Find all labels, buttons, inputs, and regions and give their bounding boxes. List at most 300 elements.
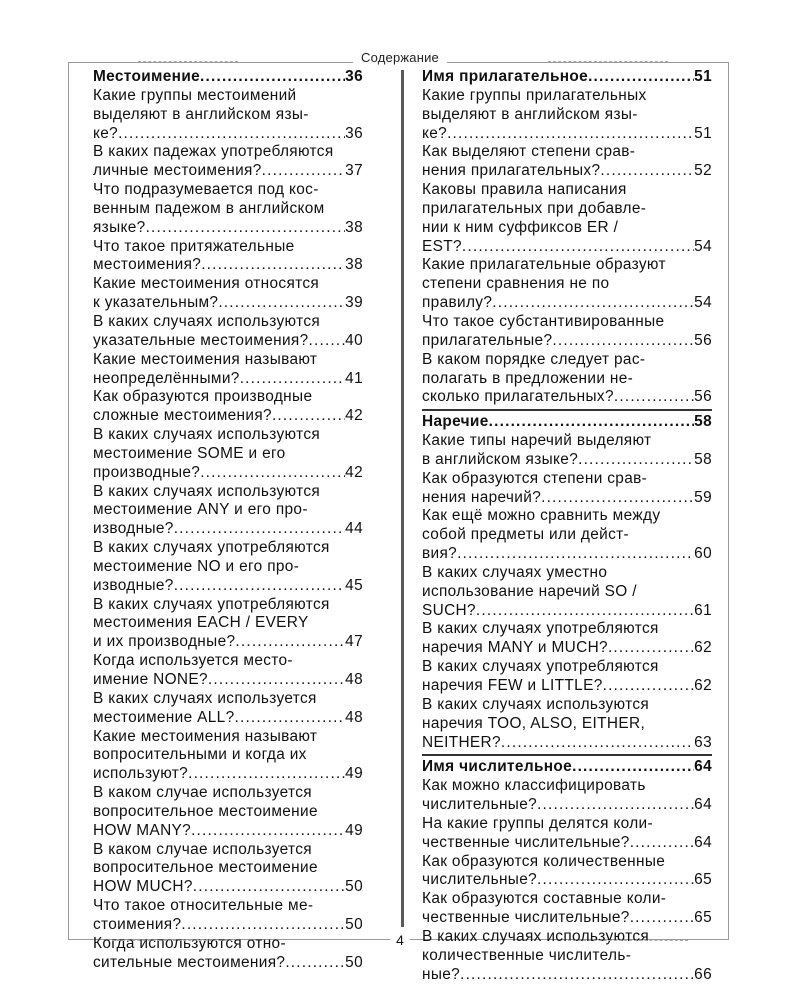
dot-leader [457, 545, 694, 564]
section-heading[interactable] [422, 413, 712, 432]
dot-leader [501, 734, 694, 753]
dot-leader [476, 602, 694, 621]
toc-entry-line [422, 677, 712, 696]
toc-entry-line [93, 614, 363, 633]
toc-entry-line [422, 106, 712, 125]
toc-entry-line [93, 954, 363, 973]
toc-entry-line [422, 602, 712, 621]
section-page: 64 [694, 758, 712, 776]
dot-leader [489, 413, 695, 432]
toc-entry[interactable] [422, 181, 712, 256]
toc-entry-line [422, 294, 712, 313]
toc-entry-line [93, 351, 363, 370]
entry-page: 42 [345, 463, 363, 481]
entry-page: 56 [694, 331, 712, 349]
toc-entry-line [93, 275, 363, 294]
dot-leader [630, 834, 694, 853]
entry-page: 63 [694, 733, 712, 751]
entry-text: нения наречий? [422, 488, 542, 506]
entry-text: в английском языке? [422, 450, 579, 468]
toc-entry-line [422, 181, 712, 200]
entry-text: нения прилагательных? [422, 162, 601, 180]
entry-text: В каком порядке следует рас- [422, 350, 646, 368]
toc-entry-line [93, 370, 363, 389]
dot-leader [552, 332, 694, 351]
toc-entry-line [93, 294, 363, 313]
toc-entry[interactable] [93, 483, 363, 540]
dot-leader [200, 464, 345, 483]
entry-page: 40 [345, 331, 363, 349]
toc-entry-line [93, 238, 363, 257]
entry-page: 65 [694, 909, 712, 927]
entry-text: Какие прилагательные образуют [422, 256, 666, 274]
toc-entry-line [422, 256, 712, 275]
toc-entry[interactable] [93, 313, 363, 351]
section-heading[interactable] [422, 758, 712, 777]
toc-column-left [93, 68, 363, 973]
dot-leader [235, 709, 346, 728]
entry-text: NEITHER? [422, 733, 501, 751]
toc-entry-line [422, 890, 712, 909]
entry-text: выделяют в английском язы- [422, 105, 638, 123]
toc-entry-line [93, 87, 363, 106]
toc-entry-line [93, 558, 363, 577]
toc-entry[interactable] [93, 841, 363, 898]
entry-text: вопросительными и когда их [93, 746, 307, 764]
entry-text: вопросительное местоимение [93, 859, 318, 877]
entry-text: местоимения? [93, 256, 202, 274]
entry-page: 62 [694, 639, 712, 657]
entry-text: изводные? [93, 576, 174, 594]
toc-entry-line [422, 853, 712, 872]
toc-entry[interactable] [93, 181, 363, 238]
entry-page: 54 [694, 294, 712, 312]
toc-entry-line [93, 162, 363, 181]
entry-text: В каких случаях используются [422, 927, 650, 945]
page-number-value: 4 [390, 932, 410, 948]
toc-entry-line [93, 181, 363, 200]
toc-entry-line [422, 871, 712, 890]
toc-entry-line [93, 407, 363, 426]
entry-text: вия? [422, 545, 458, 563]
entry-text: SUCH? [422, 601, 476, 619]
entry-text: полагать в предложении не- [422, 369, 634, 387]
entry-text: использование наречий SO / [422, 582, 637, 600]
toc-entry-line [422, 451, 712, 470]
section-separator [422, 754, 712, 756]
entry-text: сколько прилагательных? [422, 388, 614, 406]
entry-page: 49 [345, 821, 363, 839]
entry-text: Когда используется место- [93, 652, 293, 670]
entry-text: В каком случае используется [93, 784, 312, 802]
toc-entry-line [422, 966, 712, 985]
entry-page: 62 [694, 677, 712, 694]
entry-text: имение NONE? [93, 671, 208, 688]
toc-entry[interactable] [422, 351, 712, 408]
entry-text: выделяют в английском язы- [93, 105, 309, 123]
toc-entry-line [422, 470, 712, 489]
toc-entry-line [422, 564, 712, 583]
dot-leader [240, 370, 345, 389]
page-header-title: Содержание [353, 50, 447, 65]
entry-page: 49 [345, 765, 363, 783]
entry-text: изводные? [93, 520, 174, 538]
toc-entry-line [93, 106, 363, 125]
dot-leader [537, 871, 694, 890]
dot-leader [447, 125, 694, 144]
toc-entry-line [422, 696, 712, 715]
dot-leader [537, 796, 694, 815]
entry-text: HOW MANY? [93, 821, 192, 839]
toc-entry-line [422, 351, 712, 370]
entry-page: 56 [694, 388, 712, 406]
dot-leader [218, 294, 345, 313]
toc-entry-line [422, 734, 712, 753]
toc-entry-line [422, 815, 712, 834]
toc-entry-line [93, 426, 363, 445]
toc-entry[interactable] [422, 815, 712, 853]
entry-text: сложные местоимения? [93, 407, 272, 425]
toc-entry-line [422, 200, 712, 219]
entry-text: Какие группы прилагательных [422, 86, 647, 104]
dot-leader [600, 162, 694, 181]
entry-text: местоимение ALL? [93, 708, 235, 726]
entry-text: Какие местоимения называют [93, 727, 318, 745]
dot-leader [188, 765, 345, 784]
toc-entry-line [422, 332, 712, 351]
section-title: Имя прилагательное [422, 68, 589, 85]
entry-text: местоимение NO и его про- [93, 557, 300, 575]
toc-entry-line [422, 87, 712, 106]
toc-entry[interactable] [422, 564, 712, 621]
toc-entry-line [93, 125, 363, 144]
toc-entry-line [93, 219, 363, 238]
toc-entry[interactable] [93, 539, 363, 596]
entry-text: чественные числительные? [422, 909, 630, 927]
toc-entry-line [422, 796, 712, 815]
entry-text: прилагательных при добавле- [422, 199, 647, 217]
toc-entry-line [93, 652, 363, 671]
entry-text: EST? [422, 237, 462, 255]
dot-leader [146, 219, 346, 238]
toc-entry-line [93, 483, 363, 502]
entry-text: наречия MANY и MUCH? [422, 639, 608, 657]
entry-page: 66 [694, 965, 712, 983]
entry-text: нии к ним суффиксов ER / [422, 218, 619, 236]
entry-text: В каких случаях используется [93, 689, 317, 707]
toc-entry[interactable] [422, 658, 712, 696]
entry-page: 48 [345, 708, 363, 726]
dot-leader [603, 677, 695, 696]
entry-text: В каких случаях употребляются [93, 539, 330, 557]
entry-text: Как можно классифицировать [422, 777, 646, 795]
entry-text: В каких случаях употребляются [422, 620, 659, 638]
entry-text: степени сравнения не по [422, 275, 610, 293]
dot-leader [208, 671, 345, 690]
dot-leader [608, 639, 694, 658]
entry-text: числительные? [422, 796, 538, 814]
entry-text: Как образуются степени срав- [422, 469, 648, 487]
toc-entry-line [422, 162, 712, 181]
entry-page: 48 [345, 671, 363, 688]
dot-leader [578, 451, 694, 470]
toc-entry[interactable] [422, 470, 712, 508]
toc-entry-line [93, 746, 363, 765]
entry-text: стоимения? [93, 915, 182, 933]
entry-text: используют? [93, 765, 189, 783]
section-page: 51 [694, 68, 712, 85]
entry-text: наречия TOO, ALSO, EITHER, [422, 714, 646, 732]
entry-text: ке? [422, 124, 448, 142]
entry-text: чественные числительные? [422, 833, 630, 851]
toc-entry-line [422, 715, 712, 734]
entry-page: 39 [345, 294, 363, 312]
dot-leader [262, 162, 346, 181]
toc-entry[interactable] [93, 784, 363, 841]
entry-text: В каких падежах употребляются [93, 143, 334, 161]
entry-page: 41 [345, 369, 363, 387]
dot-leader [572, 758, 694, 777]
entry-page: 54 [694, 237, 712, 255]
entry-text: местоимение ANY и его про- [93, 501, 308, 519]
toc-entry[interactable] [422, 432, 712, 470]
toc-entry-line [422, 545, 712, 564]
entry-text: Что такое притяжательные [93, 237, 295, 255]
toc-entry[interactable] [422, 853, 712, 891]
toc-entry-line [422, 432, 712, 451]
section-heading[interactable] [93, 68, 363, 87]
entry-page: 36 [345, 124, 363, 142]
toc-entry-line [93, 256, 363, 275]
toc-entry-line [93, 501, 363, 520]
entry-text: Каковы правила написания [422, 181, 627, 199]
toc-entry-line [93, 143, 363, 162]
entry-page: 50 [345, 878, 363, 896]
dot-leader [285, 954, 345, 973]
dot-leader [272, 407, 345, 426]
entry-page: 44 [345, 520, 363, 538]
entry-text: В каких случаях употребляются [422, 658, 659, 676]
toc-entry-line [93, 332, 363, 351]
toc-entry[interactable] [93, 690, 363, 728]
entry-text: В каких случаях употребляются [93, 595, 330, 613]
toc-entry[interactable] [93, 897, 363, 935]
toc-entry-line [93, 765, 363, 784]
entry-page: 60 [694, 545, 712, 563]
toc-entry-line [93, 671, 363, 690]
toc-entry-line [93, 596, 363, 615]
toc-entry-line [93, 897, 363, 916]
entry-text: местоимение SOME и его [93, 444, 286, 462]
toc-entry-line [93, 728, 363, 747]
dot-leader [588, 68, 694, 87]
dot-leader [614, 388, 694, 407]
toc-entry[interactable] [93, 596, 363, 653]
dot-leader [118, 125, 345, 144]
entry-page: 38 [345, 256, 363, 274]
dot-leader [174, 577, 345, 596]
dot-leader [191, 822, 345, 841]
toc-entry[interactable] [93, 238, 363, 276]
section-page: 58 [694, 413, 712, 431]
dot-leader [200, 68, 345, 87]
toc-entry-line [93, 520, 363, 539]
entry-text: Как образуются составные коли- [422, 890, 667, 908]
entry-text: Какие типы наречий выделяют [422, 432, 652, 450]
entry-text: Как образуются количественные [422, 852, 666, 870]
entry-page: 51 [694, 124, 712, 142]
entry-page: 58 [694, 450, 712, 468]
entry-page: 45 [345, 576, 363, 594]
toc-entry-line [422, 489, 712, 508]
dot-leader [201, 256, 345, 275]
toc-entry-line [93, 313, 363, 332]
entry-text: Как ещё можно сравнить между [422, 507, 661, 525]
toc-column-right [422, 68, 712, 985]
entry-text: Какие местоимения относятся [93, 275, 320, 293]
toc-entry[interactable] [422, 256, 712, 313]
toc-entry[interactable] [422, 696, 712, 753]
dot-leader [235, 633, 345, 652]
toc-entry-line [422, 370, 712, 389]
entry-text: В каких случаях используются [93, 312, 321, 330]
entry-text: На какие группы делятся коли- [422, 814, 653, 832]
entry-page: 64 [694, 796, 712, 814]
entry-page: 50 [345, 915, 363, 933]
toc-entry-line [93, 859, 363, 878]
entry-text: Когда используются отно- [93, 934, 286, 952]
toc-entry-line [422, 526, 712, 545]
toc-entry-line [93, 878, 363, 897]
toc-entry-line [422, 909, 712, 928]
column-divider [401, 70, 404, 927]
entry-page: 52 [694, 162, 712, 180]
entry-text: вопросительное местоимение [93, 802, 318, 820]
entry-page: 37 [345, 162, 363, 180]
toc-entry[interactable] [93, 426, 363, 483]
entry-text: сительные местоимения? [93, 953, 286, 971]
section-title: Наречие [422, 413, 489, 431]
toc-entry-line [93, 690, 363, 709]
toc-entry[interactable] [422, 87, 712, 144]
entry-text: указательные местоимения? [93, 331, 309, 349]
entry-text: ке? [93, 124, 119, 142]
dot-leader [492, 294, 694, 313]
entry-text: HOW MUCH? [93, 878, 193, 896]
dot-leader [309, 332, 346, 351]
toc-entry-line [93, 200, 363, 219]
entry-text: ные? [422, 965, 461, 983]
page-header [0, 50, 800, 65]
entry-text: Что подразумевается под кос- [93, 181, 319, 199]
toc-entry-line [422, 658, 712, 677]
toc-entry-line [422, 388, 712, 407]
dot-leader [630, 909, 694, 928]
entry-page: 38 [345, 218, 363, 236]
entry-page: 59 [694, 488, 712, 506]
dot-leader [193, 878, 345, 897]
toc-entry-line [422, 313, 712, 332]
toc-entry[interactable] [422, 313, 712, 351]
toc-entry[interactable] [93, 388, 363, 426]
toc-entry-line [422, 275, 712, 294]
toc-entry-line [422, 583, 712, 602]
toc-entry-line [422, 777, 712, 796]
entry-text: Какие группы местоимений [93, 86, 297, 104]
toc-entry-line [93, 445, 363, 464]
entry-text: Что такое относительные ме- [93, 897, 314, 915]
entry-text: и их производные? [93, 633, 236, 651]
toc-entry-line [93, 388, 363, 407]
entry-text: неопределёнными? [93, 369, 240, 387]
toc-entry[interactable] [93, 652, 363, 690]
section-separator [422, 409, 712, 411]
toc-entry-line [422, 143, 712, 162]
toc-entry[interactable] [93, 87, 363, 144]
toc-entry-line [93, 633, 363, 652]
toc-entry[interactable] [93, 728, 363, 785]
entry-text: В каких случаях используются [93, 426, 321, 444]
toc-entry-line [422, 125, 712, 144]
entry-text: количественные числитель- [422, 946, 632, 964]
toc-entry-line [422, 620, 712, 639]
toc-entry[interactable] [422, 890, 712, 928]
toc-entry[interactable] [93, 351, 363, 389]
toc-entry-line [422, 507, 712, 526]
entry-text: собой предметы или дейст- [422, 526, 629, 544]
entry-text: наречия FEW и LITTLE? [422, 677, 603, 694]
entry-text: прилагательные? [422, 331, 553, 349]
toc-entry[interactable] [422, 143, 712, 181]
section-title: Имя числительное [422, 758, 573, 776]
entry-text: В каком случае используется [93, 840, 312, 858]
entry-text: венным падежом в английском [93, 199, 325, 217]
toc-entry-line [93, 784, 363, 803]
entry-text: производные? [93, 463, 201, 481]
entry-text: к указательным? [93, 294, 219, 312]
toc-entry-line [93, 841, 363, 860]
entry-page: 47 [345, 633, 363, 651]
entry-text: языке? [93, 218, 146, 236]
toc-entry[interactable] [422, 620, 712, 658]
entry-page: 64 [694, 833, 712, 851]
entry-page: 65 [694, 871, 712, 889]
toc-entry-line [93, 577, 363, 596]
entry-text: личные местоимения? [93, 162, 262, 180]
dot-leader [174, 520, 345, 539]
entry-text: правилу? [422, 294, 493, 312]
entry-text: В каких случаях используются [422, 695, 650, 713]
toc-entry[interactable] [422, 507, 712, 564]
toc-entry[interactable] [93, 275, 363, 313]
toc-entry[interactable] [93, 143, 363, 181]
entry-text: местоимения EACH / EVERY [93, 614, 309, 632]
dot-leader [462, 238, 694, 257]
entry-text: В каких случаях уместно [422, 563, 608, 581]
dot-leader [460, 966, 694, 985]
toc-entry-line [422, 834, 712, 853]
entry-text: В каких случаях используются [93, 482, 321, 500]
entry-text: числительные? [422, 871, 538, 889]
entry-page: 50 [345, 953, 363, 971]
entry-text: Что такое субстантивированные [422, 312, 665, 330]
dot-leader [541, 489, 694, 508]
section-heading[interactable] [422, 68, 712, 87]
section-title: Местоимение [93, 68, 201, 85]
toc-entry[interactable] [422, 777, 712, 815]
toc-entry-line [422, 219, 712, 238]
toc-entry-line [422, 639, 712, 658]
